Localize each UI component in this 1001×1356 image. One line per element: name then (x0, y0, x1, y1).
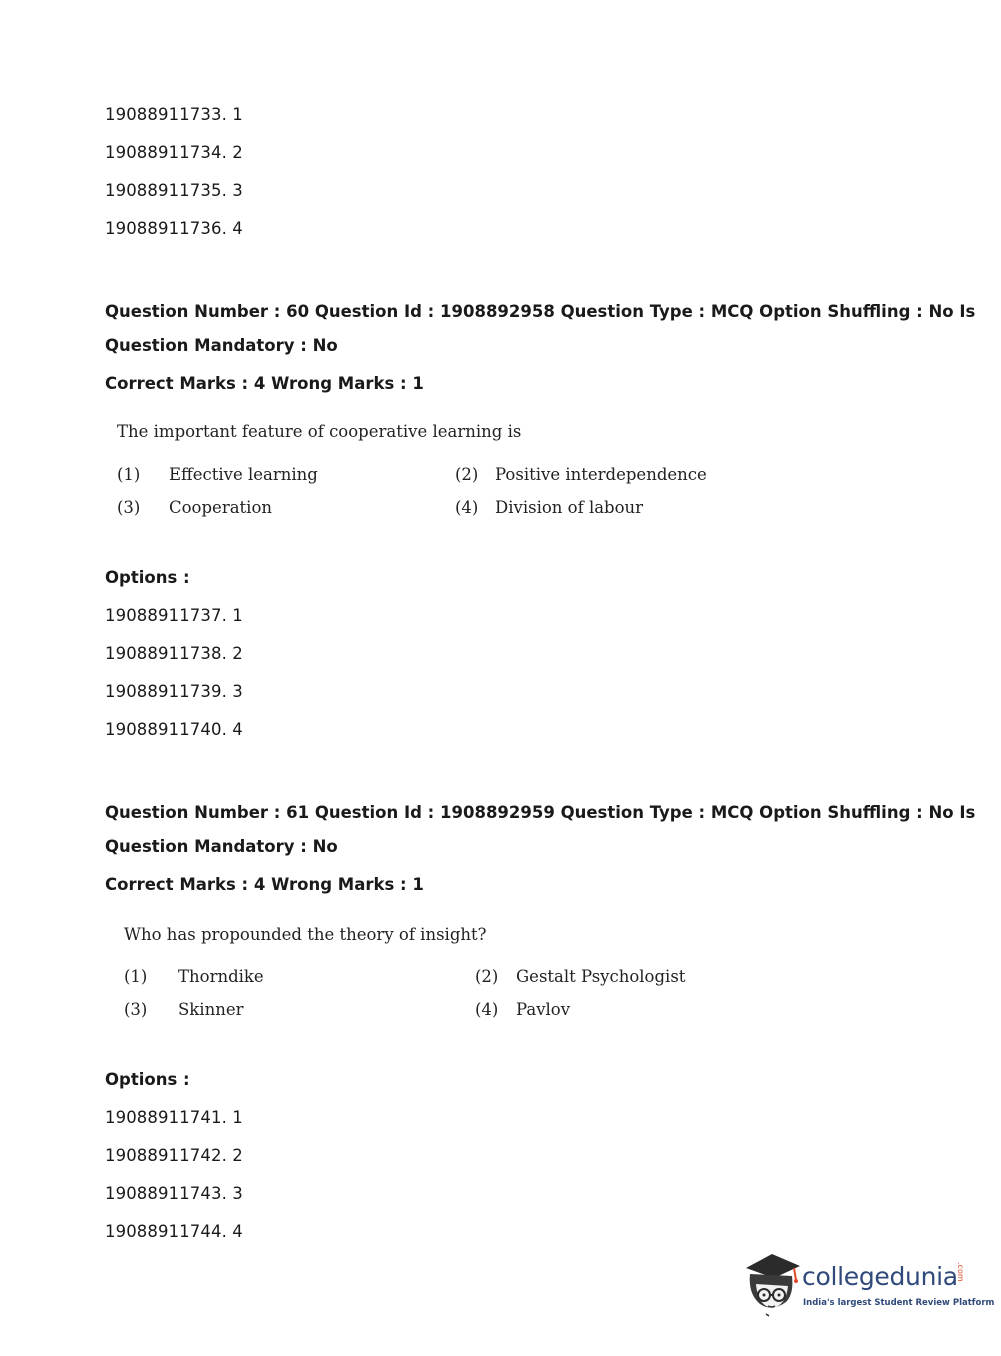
option-line: 19088911743. 3 (105, 1184, 243, 1203)
option-line: 19088911734. 2 (105, 143, 243, 162)
choice-number: (3) (117, 498, 141, 517)
collegedunia-logo (742, 1250, 995, 1320)
choice-number: (1) (124, 967, 148, 986)
option-line: 19088911741. 1 (105, 1108, 243, 1127)
choice-item (455, 465, 707, 484)
choice-text: Division of labour (495, 498, 644, 517)
question-marks: Correct Marks : 4 Wrong Marks : 1 (105, 374, 424, 393)
logo-wordmark: collegedunia (802, 1262, 958, 1291)
option-line: 19088911736. 4 (105, 219, 243, 238)
choice-item (475, 1000, 571, 1019)
choice-text: Skinner (178, 1000, 244, 1019)
choice-number: (4) (475, 1000, 499, 1019)
question-header: Question Number : 60 Question Id : 1908892958 Question Type : MCQ Option Shuffling : No Is (105, 302, 976, 321)
options-label: Options : (105, 568, 190, 587)
option-line: 19088911735. 3 (105, 181, 243, 200)
choice-number: (2) (455, 465, 479, 484)
question-mandatory: Question Mandatory : No (105, 837, 338, 856)
choice-item (124, 1000, 244, 1019)
option-line: 19088911737. 1 (105, 606, 243, 625)
mascot-icon (742, 1250, 804, 1320)
question-stem: Who has propounded the theory of insight? (124, 925, 487, 944)
option-line: 19088911738. 2 (105, 644, 243, 663)
choice-text: Thorndike (178, 967, 264, 986)
choice-item (117, 465, 318, 484)
logo-suffix: .com (956, 1262, 965, 1282)
choice-item (117, 498, 273, 517)
option-line: 19088911739. 3 (105, 682, 243, 701)
choice-item (124, 967, 264, 986)
choice-item (475, 967, 686, 986)
choice-text: Gestalt Psychologist (516, 967, 686, 986)
choice-text: Positive interdependence (495, 465, 707, 484)
choice-number: (3) (124, 1000, 148, 1019)
choice-number: (4) (455, 498, 479, 517)
option-line: 19088911733. 1 (105, 105, 243, 124)
question-marks: Correct Marks : 4 Wrong Marks : 1 (105, 875, 424, 894)
option-line: 19088911744. 4 (105, 1222, 243, 1241)
options-label: Options : (105, 1070, 190, 1089)
option-line: 19088911742. 2 (105, 1146, 243, 1165)
question-mandatory: Question Mandatory : No (105, 336, 338, 355)
choice-text: Cooperation (169, 498, 273, 517)
choice-text: Effective learning (169, 465, 318, 484)
question-stem: The important feature of cooperative learning is (117, 422, 522, 441)
choice-item (455, 498, 644, 517)
choice-number: (2) (475, 967, 499, 986)
choice-text: Pavlov (516, 1000, 571, 1019)
option-line: 19088911740. 4 (105, 720, 243, 739)
choice-number: (1) (117, 465, 141, 484)
logo-tagline: India's largest Student Review Platform (803, 1298, 995, 1308)
question-header: Question Number : 61 Question Id : 1908892959 Question Type : MCQ Option Shuffling : No Is (105, 803, 976, 822)
